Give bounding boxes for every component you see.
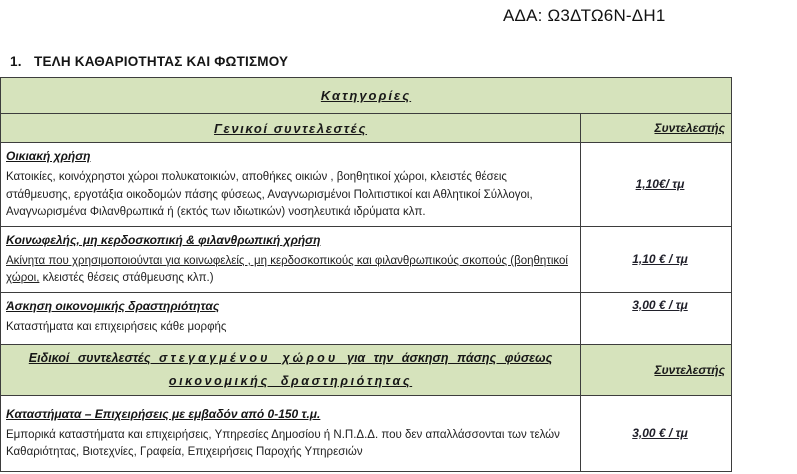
- categories-header-cell: Κατηγορίες: [1, 78, 732, 114]
- usage-cell-nonprofit: [1, 226, 581, 292]
- usage-title: Καταστήματα – Επιχειρήσεις με εμβαδόν από 0-150 τ.μ.: [6, 406, 321, 421]
- usage-description: Εμπορικά καταστήματα και επιχειρήσεις, Υπηρεσίες Δημοσίου ή Ν.Π.Δ.Δ. που δεν απαλλάσσονται των τελών Καθαριότητας, Βιοτεχνίες, Γραφεία, Επιχειρήσεις Παροχής Υπηρεσιών: [6, 428, 560, 458]
- heading-number: 1.: [10, 54, 22, 69]
- usage-title: Οικιακή χρήση: [6, 149, 91, 163]
- usage-title: Άσκηση οικονομικής δραστηριότητας: [6, 298, 220, 313]
- fees-table: [0, 77, 732, 472]
- ada-reference: ΑΔΑ: Ω3ΔΤΩ6Ν-ΔΗ1: [503, 6, 666, 25]
- special-header-line1-start: Ειδικοί συντελεστές: [28, 350, 160, 365]
- general-coefficients-header-cell: Γενικοί συντελεστές: [1, 114, 581, 143]
- special-header-line1-end: για την άσκηση πάσης φύσεως: [338, 350, 553, 365]
- usage-description-underlined: Ακίνητα που χρησιμοποιούνται για κοινωφελείς , μη κερδοσκοπικούς και φιλανθρωπικούς σκοπούς (βοηθητικοί χώροι,: [6, 254, 568, 284]
- coefficient-column-header: Συντελεστής: [581, 114, 732, 143]
- special-header-line1: [5, 347, 576, 370]
- general-header-row: [1, 114, 732, 143]
- usage-description: Κατοικίες, κοινόχρηστοι χώροι πολυκατοικιών, αποθήκες οικιών , βοηθητικοί χώροι, κλειστές θέσεις στάθμευσης, εργοτάξια οικοδομών πάσης φύσεως, Αναγνωρισμένοι Πολιτιστικοί και Αθλητικοί Σύλλογοι, Αναγνωρισμένα Φιλανθρωπικά ή (εκτός των ιδιωτικών) νοσηλευτικά ιδρύματα κλπ.: [6, 171, 533, 218]
- usage-cell-business: [1, 292, 581, 344]
- table-row: [1, 292, 732, 344]
- heading-title: ΤΕΛΗ ΚΑΘΑΡΙΟΤΗΤΑΣ ΚΑΙ ΦΩΤΙΣΜΟΥ: [34, 54, 289, 69]
- special-coefficients-header-cell: [1, 344, 581, 395]
- section-heading: [10, 54, 288, 69]
- rate-value: 1,10€/ τμ: [581, 143, 732, 227]
- table-row: [1, 395, 732, 471]
- coefficient-column-header: Συντελεστής: [581, 344, 732, 395]
- usage-description: [6, 253, 572, 288]
- categories-header-row: [1, 78, 732, 114]
- usage-description: Καταστήματα και επιχειρήσεις κάθε μορφής: [6, 320, 227, 333]
- usage-cell-residential: [1, 143, 581, 227]
- usage-description-rest: κλειστές θέσεις στάθμευσης κλπ.): [39, 272, 214, 284]
- rate-value: 3,00 € / τμ: [581, 292, 732, 344]
- usage-title: Κοινωφελής, μη κερδοσκοπική & φιλανθρωπική χρήση: [6, 232, 321, 247]
- rate-value: 3,00 € / τμ: [581, 395, 732, 471]
- special-header-line2: οικονομικής δραστηριότητας: [168, 373, 413, 388]
- usage-cell-shops-0-150: [1, 395, 581, 471]
- table-row: [1, 143, 732, 227]
- table-row: [1, 226, 732, 292]
- rate-value: 1,10 € / τμ: [581, 226, 732, 292]
- special-header-line1-spaced: στεγαγμένου χώρου: [159, 350, 339, 365]
- special-header-row: [1, 344, 732, 395]
